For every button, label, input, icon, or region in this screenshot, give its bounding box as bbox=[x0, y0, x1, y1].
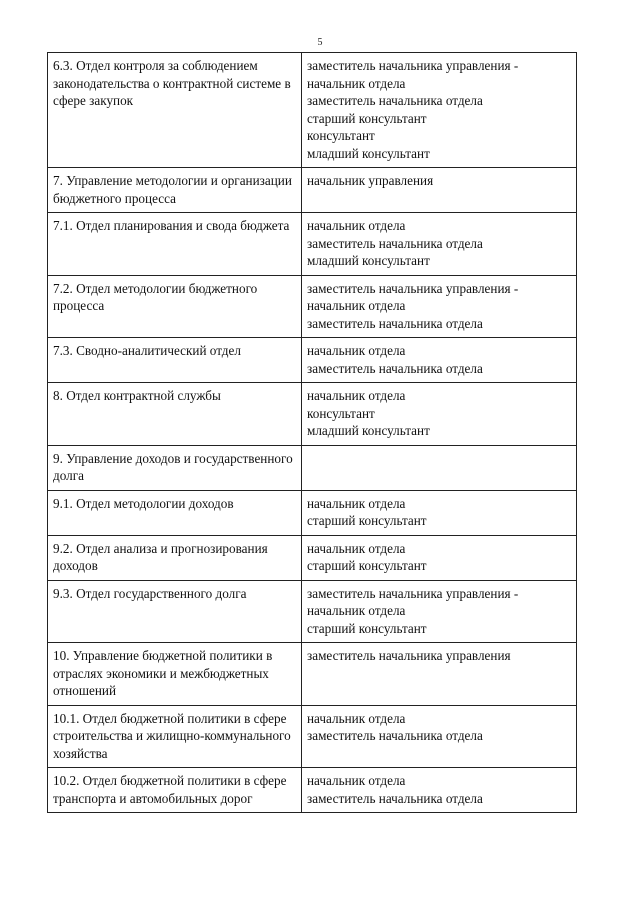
positions-cell bbox=[302, 275, 577, 338]
staff-positions-table bbox=[47, 52, 577, 813]
department-name-cell: 7.2. Отдел методологии бюджетного процесса bbox=[48, 275, 302, 338]
position-title: младший консультант bbox=[307, 253, 430, 268]
department-name-cell: 7.1. Отдел планирования и свода бюджета bbox=[48, 213, 302, 276]
position-title: заместитель начальника управления bbox=[307, 648, 511, 663]
department-name-cell: 9.1. Отдел методологии доходов bbox=[48, 490, 302, 535]
department-name-cell: 6.3. Отдел контроля за соблюдением законодательства о контрактной системе в сфере закупок bbox=[48, 53, 302, 168]
position-title: заместитель начальника управления - bbox=[307, 280, 519, 296]
position-title: младший консультант bbox=[307, 145, 430, 161]
positions-cell bbox=[302, 338, 577, 383]
department-name-cell: 10. Управление бюджетной политики в отраслях экономики и межбюджетных отношений bbox=[48, 643, 302, 706]
positions-cell bbox=[302, 53, 577, 168]
position-title: начальник управления bbox=[307, 173, 434, 188]
position-title: начальник отдела bbox=[307, 710, 406, 726]
department-name-cell: 7. Управление методологии и организации бюджетного процесса bbox=[48, 168, 302, 213]
position-title: заместитель начальника отдела bbox=[307, 790, 483, 806]
position-title: начальник отдела bbox=[307, 298, 406, 313]
positions-cell bbox=[302, 213, 577, 276]
table-row bbox=[48, 768, 577, 813]
department-name-cell: 9. Управление доходов и государственного долга bbox=[48, 445, 302, 490]
positions-cell bbox=[302, 445, 577, 490]
positions-cell bbox=[302, 168, 577, 213]
position-title: начальник отдела bbox=[307, 343, 406, 358]
position-title: заместитель начальника управления - bbox=[307, 585, 519, 601]
department-name-cell: 10.1. Отдел бюджетной политики в сфере строительства и жилищно-коммунального хозяйства bbox=[48, 705, 302, 768]
table-row bbox=[48, 535, 577, 580]
position-title: консультант bbox=[307, 405, 375, 421]
table-row bbox=[48, 705, 577, 768]
position-title: заместитель начальника отдела bbox=[307, 93, 483, 108]
position-title: начальник отдела bbox=[307, 75, 406, 91]
position-title: начальник отдела bbox=[307, 388, 406, 403]
position-title: заместитель начальника отдела bbox=[307, 728, 483, 743]
positions-cell bbox=[302, 383, 577, 446]
department-name-cell: 9.2. Отдел анализа и прогнозирования доходов bbox=[48, 535, 302, 580]
position-title: старший консультант bbox=[307, 110, 427, 126]
position-title: заместитель начальника управления - bbox=[307, 58, 519, 73]
staff-table-body bbox=[48, 53, 577, 813]
position-title: консультант bbox=[307, 128, 375, 143]
positions-cell bbox=[302, 643, 577, 706]
position-title: старший консультант bbox=[307, 620, 427, 636]
page-number: 5 bbox=[317, 37, 323, 48]
department-name-cell: 8. Отдел контрактной службы bbox=[48, 383, 302, 446]
positions-cell bbox=[302, 535, 577, 580]
table-row bbox=[48, 383, 577, 446]
position-title: младший консультант bbox=[307, 423, 430, 438]
table-row bbox=[48, 580, 577, 643]
positions-cell bbox=[302, 580, 577, 643]
position-title: начальник отдела bbox=[307, 218, 406, 233]
position-title: заместитель начальника отдела bbox=[307, 235, 483, 251]
table-row bbox=[48, 275, 577, 338]
position-title: начальник отдела bbox=[307, 540, 406, 556]
position-title: старший консультант bbox=[307, 513, 427, 528]
department-name-cell: 7.3. Сводно-аналитический отдел bbox=[48, 338, 302, 383]
position-title: начальник отдела bbox=[307, 495, 406, 511]
position-title: заместитель начальника отдела bbox=[307, 360, 483, 376]
positions-cell bbox=[302, 490, 577, 535]
positions-cell bbox=[302, 768, 577, 813]
table-row bbox=[48, 643, 577, 706]
position-title: заместитель начальника отдела bbox=[307, 315, 483, 331]
table-row bbox=[48, 168, 577, 213]
table-row bbox=[48, 338, 577, 383]
department-name-cell: 9.3. Отдел государственного долга bbox=[48, 580, 302, 643]
positions-cell bbox=[302, 705, 577, 768]
position-title: старший консультант bbox=[307, 558, 427, 573]
department-name-cell: 10.2. Отдел бюджетной политики в сфере транспорта и автомобильных дорог bbox=[48, 768, 302, 813]
table-row bbox=[48, 445, 577, 490]
table-row bbox=[48, 53, 577, 168]
table-row bbox=[48, 490, 577, 535]
table-row bbox=[48, 213, 577, 276]
position-title: начальник отдела bbox=[307, 603, 406, 618]
position-title: начальник отдела bbox=[307, 773, 406, 788]
